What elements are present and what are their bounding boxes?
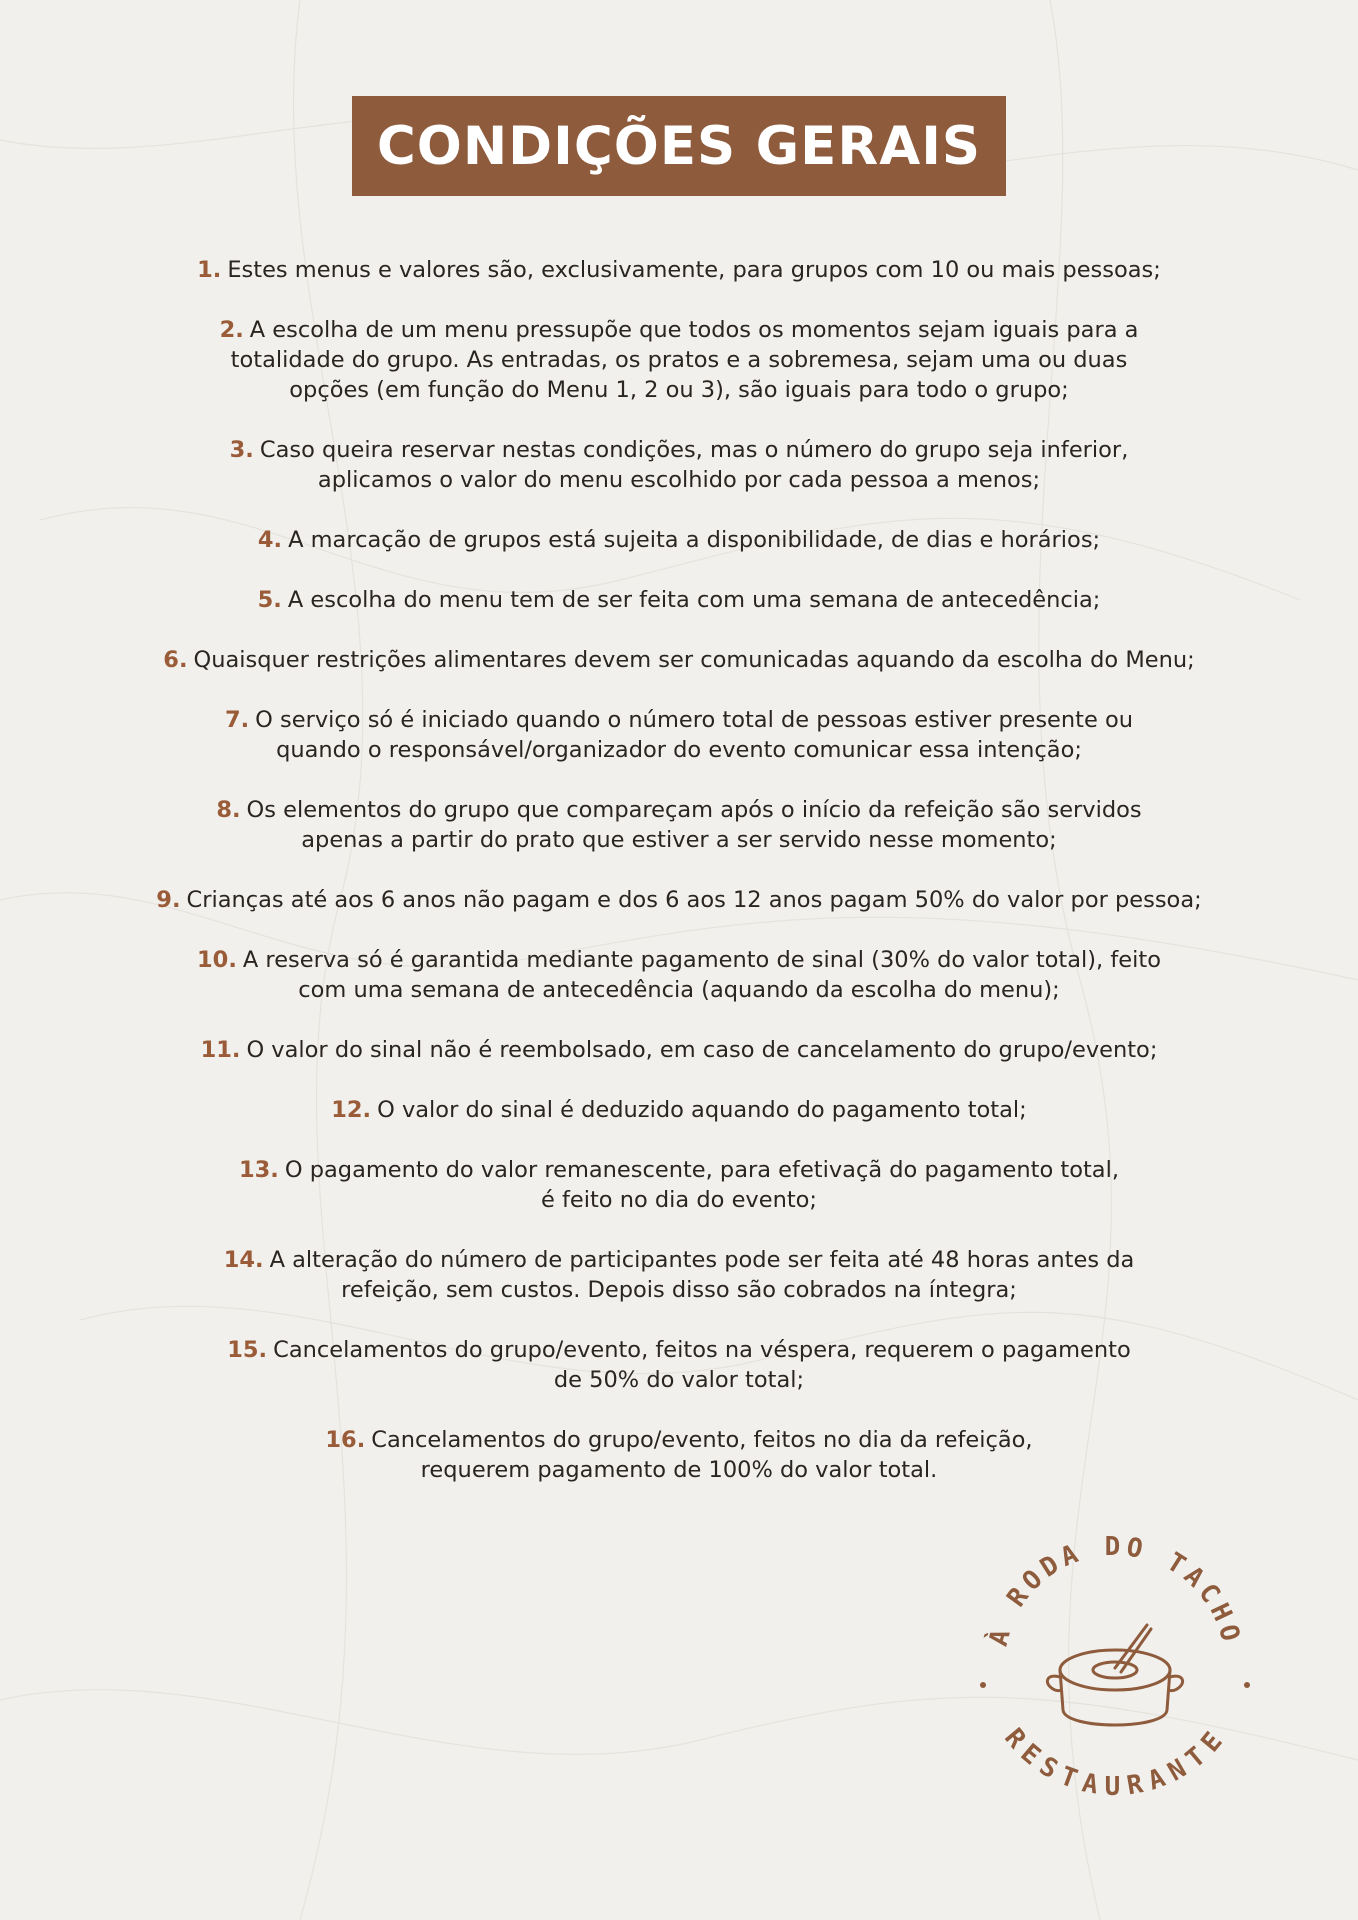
condition-line <box>60 735 1298 765</box>
condition-number: 6. <box>163 647 188 673</box>
condition-text: refeição, sem custos. Depois disso são cobrados na íntegra; <box>341 1277 1017 1303</box>
condition-text: quando o responsável/organizador do evento comunicar essa intenção; <box>276 737 1082 763</box>
condition-line <box>60 825 1298 855</box>
title-banner <box>352 96 1006 196</box>
condition-text: O valor do sinal é deduzido aquando do pagamento total; <box>377 1097 1027 1123</box>
condition-text: O pagamento do valor remanescente, para efetivaçã do pagamento total, <box>284 1157 1119 1183</box>
condition-text: é feito no dia do evento; <box>540 1187 818 1213</box>
condition-line <box>60 795 1298 825</box>
condition-item <box>60 645 1298 675</box>
condition-line <box>60 525 1298 555</box>
condition-line <box>60 1185 1298 1215</box>
condition-number: 4. <box>257 527 283 553</box>
condition-line <box>60 945 1298 975</box>
condition-line <box>60 1155 1298 1185</box>
condition-line <box>60 1245 1298 1275</box>
condition-line <box>60 1275 1298 1305</box>
condition-text: Os elementos do grupo que compareçam após o início da refeição são servidos <box>246 797 1142 823</box>
condition-text: A marcação de grupos está sujeita a disponibilidade, de dias e horários; <box>288 527 1101 553</box>
condition-text: aplicamos o valor do menu escolhido por cada pessoa a menos; <box>317 467 1041 493</box>
condition-item <box>60 315 1298 405</box>
condition-item <box>60 1095 1298 1125</box>
condition-line <box>60 1425 1298 1455</box>
conditions-list <box>60 255 1298 1515</box>
condition-line <box>60 705 1298 735</box>
condition-item <box>60 1425 1298 1485</box>
condition-item <box>60 705 1298 765</box>
condition-line <box>60 255 1298 285</box>
condition-item <box>60 255 1298 285</box>
condition-text: A reserva só é garantida mediante pagamento de sinal (30% do valor total), feito <box>242 947 1161 973</box>
condition-number: 9. <box>156 887 181 913</box>
logo-top-text: À RODA DO TACHO <box>983 1532 1247 1650</box>
condition-line <box>60 645 1298 675</box>
pot-with-spoon-icon <box>1047 1625 1182 1725</box>
condition-line <box>60 345 1298 375</box>
condition-number: 15. <box>227 1337 268 1363</box>
condition-item <box>60 585 1298 615</box>
condition-number: 16. <box>325 1427 366 1453</box>
condition-number: 12. <box>331 1097 372 1123</box>
condition-text: de 50% do valor total; <box>553 1367 805 1393</box>
condition-line <box>60 1365 1298 1395</box>
condition-line <box>60 465 1298 495</box>
condition-item <box>60 1245 1298 1305</box>
condition-line <box>60 1095 1298 1125</box>
condition-number: 14. <box>223 1247 264 1273</box>
restaurant-logo <box>955 1505 1275 1825</box>
condition-text: Crianças até aos 6 anos não pagam e dos 6 aos 12 anos pagam 50% do valor por pessoa; <box>186 887 1202 913</box>
condition-line <box>60 1035 1298 1065</box>
condition-item <box>60 1335 1298 1395</box>
condition-text: Estes menus e valores são, exclusivamente, para grupos com 10 ou mais pessoas; <box>227 257 1161 283</box>
condition-text: totalidade do grupo. As entradas, os pratos e a sobremesa, sejam uma ou duas <box>230 347 1128 373</box>
condition-line <box>60 1335 1298 1365</box>
condition-text: com uma semana de antecedência (aquando da escolha do menu); <box>298 977 1060 1003</box>
condition-text: A escolha do menu tem de ser feita com uma semana de antecedência; <box>287 587 1101 613</box>
condition-text: Quaisquer restrições alimentares devem ser comunicadas aquando da escolha do Menu; <box>193 647 1195 673</box>
page-title: CONDIÇÕES GERAIS <box>376 115 982 177</box>
condition-line <box>60 885 1298 915</box>
condition-text: requerem pagamento de 100% do valor total. <box>420 1457 938 1483</box>
condition-line <box>60 1455 1298 1485</box>
condition-number: 11. <box>200 1037 241 1063</box>
condition-text: A escolha de um menu pressupõe que todos os momentos sejam iguais para a <box>249 317 1139 343</box>
condition-number: 2. <box>219 317 244 343</box>
condition-number: 1. <box>197 257 222 283</box>
condition-number: 10. <box>197 947 237 973</box>
condition-text: Cancelamentos do grupo/evento, feitos no dia da refeição, <box>371 1427 1033 1453</box>
condition-text: A alteração do número de participantes pode ser feita até 48 horas antes da <box>269 1247 1135 1273</box>
condition-item <box>60 945 1298 1005</box>
condition-text: O serviço só é iniciado quando o número total de pessoas estiver presente ou <box>255 707 1134 733</box>
condition-item <box>60 885 1298 915</box>
condition-line <box>60 975 1298 1005</box>
condition-line <box>60 435 1298 465</box>
condition-item <box>60 435 1298 495</box>
condition-text: apenas a partir do prato que estiver a ser servido nesse momento; <box>301 827 1057 853</box>
condition-item <box>60 1155 1298 1215</box>
condition-item <box>60 795 1298 855</box>
condition-line <box>60 315 1298 345</box>
condition-line <box>60 375 1298 405</box>
logo-bottom-text: RESTAURANTE <box>998 1722 1232 1802</box>
condition-number: 3. <box>229 437 254 463</box>
condition-number: 7. <box>224 707 250 733</box>
condition-line <box>60 585 1298 615</box>
condition-item <box>60 1035 1298 1065</box>
condition-text: Caso queira reservar nestas condições, mas o número do grupo seja inferior, <box>259 437 1129 463</box>
condition-text: O valor do sinal não é reembolsado, em caso de cancelamento do grupo/evento; <box>246 1037 1158 1063</box>
condition-number: 13. <box>239 1157 279 1183</box>
condition-number: 8. <box>216 797 241 823</box>
condition-text: Cancelamentos do grupo/evento, feitos na véspera, requerem o pagamento <box>273 1337 1131 1363</box>
condition-text: opções (em função do Menu 1, 2 ou 3), são iguais para todo o grupo; <box>289 377 1069 403</box>
condition-item <box>60 525 1298 555</box>
condition-number: 5. <box>257 587 282 613</box>
